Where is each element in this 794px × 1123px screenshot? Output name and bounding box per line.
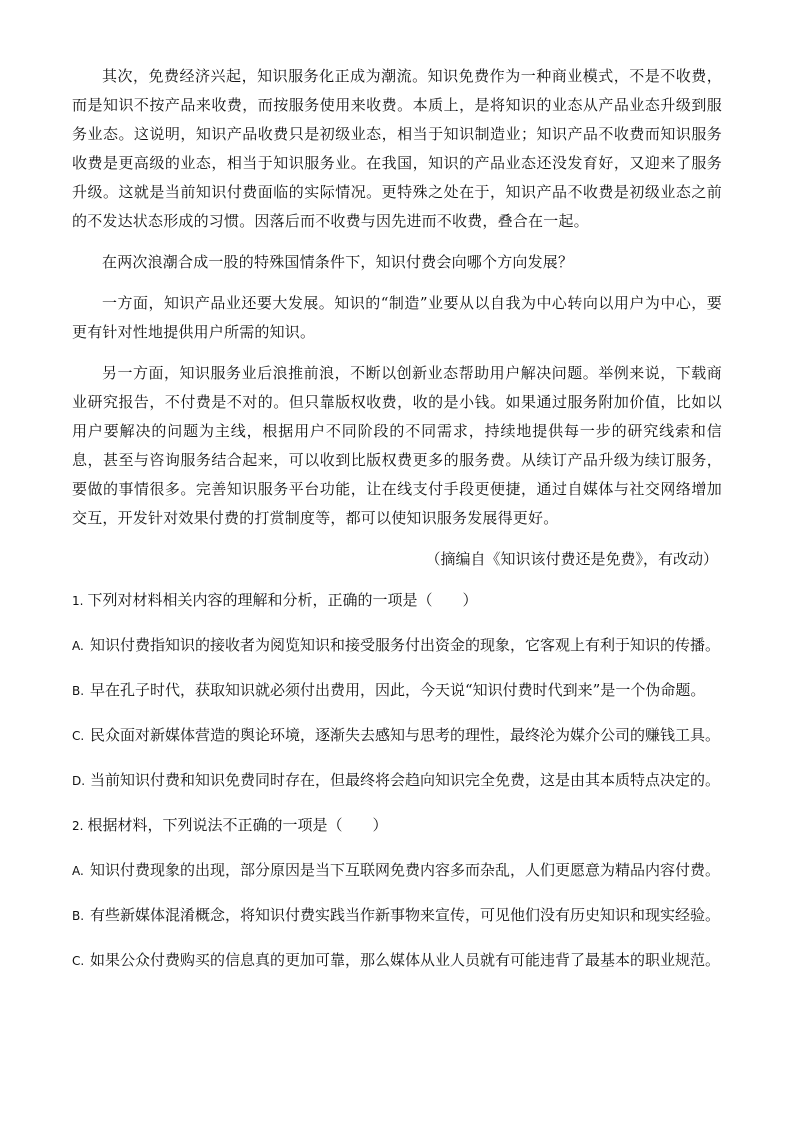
passage-paragraph: 在两次浪潮合成一股的特殊国情条件下，知识付费会向哪个方向发展？ xyxy=(102,253,574,271)
option-letter: A. xyxy=(72,864,84,878)
question-number: 1. xyxy=(72,594,84,608)
option-text: 早在孔子时代，获取知识就必须付出费用，因此，今天说“知识付费时代到来”是一个伪命题。 xyxy=(90,681,706,699)
question-stem xyxy=(72,811,722,841)
option-letter: C. xyxy=(72,729,85,743)
passage-paragraph: 一方面，知识产品业还要大发展。知识的“制造”业要从以自我为中心转向以用户为中心，要更有针对性地提供用户所需的知识。 xyxy=(72,294,722,341)
option-text: 当前知识付费和知识免费同时存在，但最终将会趋向知识完全免费，这是由其本质特点决定的。 xyxy=(90,771,721,789)
option-c xyxy=(72,721,722,751)
option-text: 民众面对新媒体营造的舆论环境，逐渐失去感知与思考的理性，最终沦为媒介公司的赚钱工具。 xyxy=(90,726,721,744)
option-a xyxy=(72,856,722,886)
passage-paragraph: 其次，免费经济兴起，知识服务化正成为潮流。知识免费作为一种商业模式，不是不收费，而是知识不按产品来收费，而按服务使用来收费。本质上，是将知识的业态从产品业态升级到服务业态。这说明，知识产品收费只是初级业态，相当于知识制造业；知识产品不收费而知识服务收费是更高级的业态，相当于知识服务业。在我国，知识的产品业态还没发育好，又迎来了服务升级。这就是当前知识付费面临的实际情况。更特殊之处在于，知识产品不收费是初级业态之前的不发达状态形成的习惯。因落后而不收费与因先进而不收费，叠合在一起。 xyxy=(72,67,722,230)
question-text: 下列对材料相关内容的理解和分析，正确的一项是（ ） xyxy=(87,591,478,609)
option-letter: C. xyxy=(72,954,85,968)
passage-paragraph: 另一方面，知识服务业后浪推前浪，不断以创新业态帮助用户解决问题。举例来说，下载商业研究报告，不付费是不对的。但只靠版权收费，收的是小钱。如果通过服务附加价值，比如以用户要解决的问题为主线，根据用户不同阶段的不同需求，持续地提供每一步的研究线索和信息，甚至与咨询服务结合起来，可以收到比版权费更多的服务费。从续订产品升级为续订服务，要做的事情很多。完善知识服务平台功能，让在线支付手段更便捷，通过自媒体与社交网络增加交互，开发针对效果付费的打赏制度等，都可以使知识服务发展得更好。 xyxy=(72,364,722,527)
question-stem xyxy=(72,586,722,616)
question-number: 2. xyxy=(72,819,84,833)
option-letter: D. xyxy=(72,774,86,788)
question-1 xyxy=(72,586,722,796)
option-d xyxy=(72,766,722,796)
passage-source: （摘编自《知识该付费还是免费》，有改动） xyxy=(425,550,718,568)
option-b xyxy=(72,676,722,706)
option-letter: B. xyxy=(72,684,85,698)
option-letter: B. xyxy=(72,909,85,923)
option-b xyxy=(72,901,722,931)
question-2 xyxy=(72,811,722,976)
option-c xyxy=(72,946,722,976)
option-text: 如果公众付费购买的信息真的更加可靠，那么媒体从业人员就有可能违背了最基本的职业规范。 xyxy=(90,951,721,969)
option-a xyxy=(72,631,722,661)
option-text: 知识付费现象的出现，部分原因是当下互联网免费内容多而杂乱，人们更愿意为精品内容付费。 xyxy=(90,861,721,879)
question-text: 根据材料，下列说法不正确的一项是（ ） xyxy=(87,816,388,834)
option-text: 有些新媒体混淆概念，将知识付费实践当作新事物来宣传，可见他们没有历史知识和现实经验。 xyxy=(90,906,721,924)
option-text: 知识付费指知识的接收者为阅览知识和接受服务付出资金的现象，它客观上有利于知识的传播。 xyxy=(90,636,721,654)
option-letter: A. xyxy=(72,639,84,653)
